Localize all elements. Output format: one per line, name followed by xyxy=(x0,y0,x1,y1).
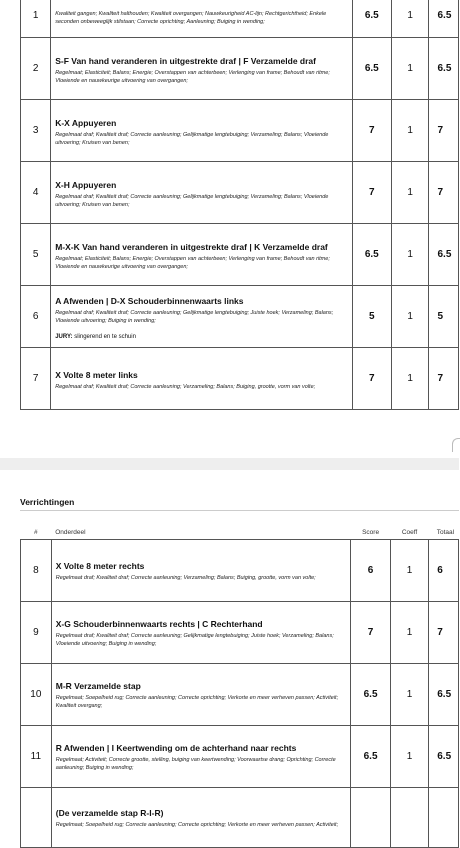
page-separator xyxy=(0,458,459,470)
row-score: 6.5 xyxy=(352,38,391,100)
column-header-total: Totaal xyxy=(429,527,459,539)
top-exercise-table xyxy=(20,0,459,410)
row-coeff: 1 xyxy=(391,286,429,348)
row-total: 7 xyxy=(429,100,459,162)
row-number: 11 xyxy=(21,725,52,787)
table-row xyxy=(21,0,459,38)
row-total: 7 xyxy=(429,348,459,410)
row-coeff: 1 xyxy=(391,100,429,162)
row-total: 6 xyxy=(429,539,459,601)
table-row xyxy=(21,601,459,663)
row-number: 3 xyxy=(21,100,51,162)
row-coeff: 1 xyxy=(391,348,429,410)
row-description xyxy=(51,162,352,224)
table-row xyxy=(21,38,459,100)
jury-label: JURY: xyxy=(55,333,73,340)
table-row xyxy=(21,539,459,601)
exercise-criteria: Regelmaat; Elasticiteit; Balans; Energie; Overstappen van achterbeen; Verlenging van frame; Behoudt van ritme; Vloeiende en nauwkeurige uitvoering van overgangen; xyxy=(55,255,330,270)
section-divider xyxy=(20,510,459,511)
table-row xyxy=(21,348,459,410)
row-total: 6.5 xyxy=(429,224,459,286)
row-number: 7 xyxy=(21,348,51,410)
table-header-row xyxy=(21,527,459,539)
column-header-description: Onderdeel xyxy=(51,527,351,539)
row-total: 7 xyxy=(429,601,459,663)
exercise-title: A Afwenden | D-X Schouderbinnenwaarts links xyxy=(55,295,244,306)
table-row xyxy=(21,162,459,224)
row-score xyxy=(351,787,390,847)
row-total: 6.5 xyxy=(429,725,459,787)
table-row xyxy=(21,725,459,787)
row-number: 2 xyxy=(21,38,51,100)
exercise-title: X Volte 8 meter rechts xyxy=(55,561,145,571)
exercise-title: S-F Van hand veranderen in uitgestrekte draf | F Verzamelde draf xyxy=(55,55,316,66)
row-number: 6 xyxy=(21,286,51,348)
row-number: 5 xyxy=(21,224,51,286)
row-number: 4 xyxy=(21,162,51,224)
exercise-title: X-G Schouderbinnenwaarts rechts | C Rechterhand xyxy=(55,619,263,629)
row-description xyxy=(51,601,351,663)
row-description xyxy=(51,38,352,100)
exercise-criteria: Regelmaat draf; Kwaliteit draf; Correcte aanleuning; Gelijkmatige lengtebuiging; Verzameling; Balans; Vloeiende uitvoering; Kruisen van benen; xyxy=(55,193,329,208)
row-description xyxy=(51,224,352,286)
exercise-title: K-X Appuyeren xyxy=(55,117,117,128)
exercise-criteria: Kwaliteit gangen; Kwaliteit halthouden; Kwaliteit overgangen; Nauwkeurigheid AC-lijn; Rechtgerichtheid; Enkele seconden onbeweeglijk stilstaan; Correcte oprichting; Aanleuning; Buiging in wending; xyxy=(55,10,327,25)
exercise-criteria: Regelmaat; Soepelheid rug; Correcte aanleuning; Correcte oprichting; Verkorte en meer verheven passen; Activiteit; Kwaliteit overgang; xyxy=(55,695,339,709)
row-total: 6.5 xyxy=(429,663,459,725)
row-score: 5 xyxy=(352,286,391,348)
row-score: 7 xyxy=(352,162,391,224)
exercise-title: X-H Appuyeren xyxy=(55,179,117,190)
table-row xyxy=(21,286,459,348)
row-score: 6.5 xyxy=(352,0,391,38)
column-header-score: Score xyxy=(351,527,390,539)
row-description xyxy=(51,100,352,162)
exercise-criteria: Regelmaat; Elasticiteit; Balans; Energie; Overstappen van achterbeen; Verlenging van frame; Behoudt van ritme; Vloeiende en nauwkeurige uitvoering van overgangen; xyxy=(55,69,330,84)
row-coeff: 1 xyxy=(391,38,429,100)
row-coeff xyxy=(390,787,428,847)
jury-remark-text: slingerend en te schuin xyxy=(72,333,136,340)
exercise-criteria: Regelmaat draf; Kwaliteit draf; Correcte aanleuning; Gelijkmatige lengtebuiging; Juiste hoek; Verzameling; Balans; Vloeiende uitvoering; Buiging in wending; xyxy=(55,309,334,324)
row-description xyxy=(51,0,352,38)
row-coeff: 1 xyxy=(390,539,428,601)
row-description xyxy=(51,539,351,601)
row-description xyxy=(51,725,351,787)
exercise-criteria: Regelmaat draf; Kwaliteit draf; Correcte aanleuning; Gelijkmatige lengtebuiging; Verzameling; Balans; Vloeiende uitvoering; Kruisen van benen; xyxy=(55,131,329,146)
row-total: 6.5 xyxy=(429,38,459,100)
row-score: 7 xyxy=(352,100,391,162)
exercise-title: X Volte 8 meter links xyxy=(55,369,138,380)
table-row xyxy=(21,100,459,162)
row-number: 1 xyxy=(21,0,51,38)
jury-remark xyxy=(55,333,347,341)
row-score: 7 xyxy=(352,348,391,410)
row-coeff: 1 xyxy=(391,0,429,38)
exercise-title: R Afwenden | I Keertwending om de achterhand naar rechts xyxy=(55,743,297,753)
exercise-title: (De verzamelde stap R-I-R) xyxy=(55,808,164,818)
row-score: 7 xyxy=(351,601,390,663)
row-coeff: 1 xyxy=(391,162,429,224)
row-total xyxy=(429,787,459,847)
row-description xyxy=(51,787,351,847)
row-total: 7 xyxy=(429,162,459,224)
section-title: Verrichtingen xyxy=(20,497,75,507)
row-score: 6.5 xyxy=(351,725,390,787)
row-description xyxy=(51,348,352,410)
row-number: 9 xyxy=(21,601,52,663)
table-row xyxy=(21,787,459,847)
exercise-title: M-R Verzamelde stap xyxy=(55,681,141,691)
row-number xyxy=(21,787,52,847)
row-score: 6 xyxy=(351,539,390,601)
page-corner-mark xyxy=(452,438,460,452)
table-row xyxy=(21,663,459,725)
row-score: 6.5 xyxy=(352,224,391,286)
exercise-criteria: Regelmaat draf; Kwaliteit draf; Correcte aanleuning; Verzameling; Balans; Buiging, grootte, vorm van volte; xyxy=(55,383,316,390)
exercise-criteria: Regelmaat draf; Kwaliteit draf; Correcte aanleuning; Gelijkmatige lengtebuiging; Juiste hoek; Verzameling; Balans; Vloeiende uitvoering; Buiging in wending; xyxy=(55,633,334,647)
table-row xyxy=(21,224,459,286)
row-coeff: 1 xyxy=(391,224,429,286)
row-number: 8 xyxy=(21,539,52,601)
row-number: 10 xyxy=(21,663,52,725)
column-header-coeff: Coeff xyxy=(390,527,428,539)
row-coeff: 1 xyxy=(390,601,428,663)
row-coeff: 1 xyxy=(390,663,428,725)
row-description xyxy=(51,663,351,725)
exercise-criteria: Regelmaat draf; Kwaliteit draf; Correcte aanleuning; Verzameling; Balans; Buiging, grootte, vorm van volte; xyxy=(55,575,316,581)
bottom-exercise-table xyxy=(20,527,459,848)
row-coeff: 1 xyxy=(390,725,428,787)
row-total: 5 xyxy=(429,286,459,348)
exercise-criteria: Regelmaat; Soepelheid rug; Correcte aanleuning; Correcte oprichting; Verkorte en meer verheven passen; Activiteit; xyxy=(55,822,339,828)
row-score: 6.5 xyxy=(351,663,390,725)
row-description xyxy=(51,286,352,348)
column-header-number: # xyxy=(21,527,52,539)
exercise-criteria: Regelmaat; Activiteit; Correcte grootte, stelling, buiging van keertwending; Voorwaartse drang; Oprichting; Correcte aanleuning; Buiging in wending; xyxy=(55,757,336,771)
exercise-title: M-X-K Van hand veranderen in uitgestrekte draf | K Verzamelde draf xyxy=(55,241,328,252)
row-total: 6.5 xyxy=(429,0,459,38)
